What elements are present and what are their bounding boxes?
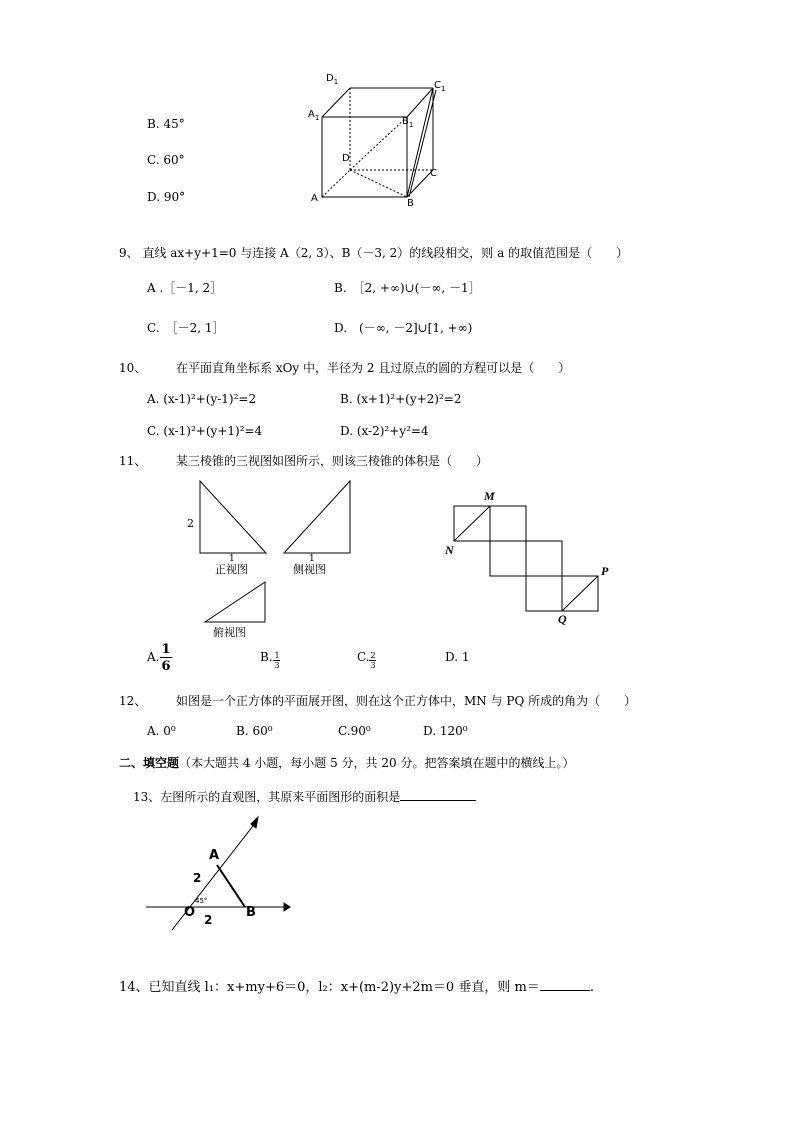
q11-option-c-denominator: 3 [370, 661, 376, 670]
q11-option-c-numerator: 2 [370, 651, 376, 660]
q10-option-b: B. (x+1)²+(y+2)²=2 [340, 392, 462, 406]
q10-option-a: A. (x-1)²+(y-1)²=2 [147, 392, 257, 406]
net-label-m: M [484, 489, 495, 503]
label-a: A [311, 193, 318, 204]
q8-option-b: B. 45° [147, 117, 185, 131]
oblique-label-oa-length: 2 [193, 871, 202, 885]
q11-option-b-denominator: 3 [274, 661, 280, 670]
q12-number: 12、 [119, 694, 147, 708]
q14-stem-text: 14、已知直线 l₁：x+my+6＝0，l₂：x+(m-2)y+2m＝0 垂直，则 m＝ [119, 980, 540, 995]
net-label-n: N [445, 543, 454, 557]
oblique-label-angle: 45° [195, 897, 208, 905]
top-view-label: 俯视图 [213, 626, 246, 639]
oblique-label-a: A [209, 848, 220, 863]
label-d1: $D_1$ [326, 73, 339, 86]
label-c: C [430, 168, 437, 179]
q11-option-a-denominator: 6 [161, 659, 171, 674]
oblique-label-ob-length: 2 [204, 913, 213, 927]
net-label-p: P [601, 564, 609, 578]
q11-option-b-numerator: 1 [274, 651, 280, 660]
label-a1: $A_1$ [308, 109, 320, 122]
q13-stem-text: 13、左图所示的直观图，其原来平面图形的面积是 [133, 790, 401, 804]
front-view-label: 正视图 [215, 563, 248, 576]
section-2-title: 二、填空题 [119, 756, 180, 770]
q11-option-a-prefix: A. [147, 650, 160, 664]
label-b1: $B_1$ [402, 116, 414, 129]
q8-option-d: D. 90° [147, 190, 186, 204]
q10-option-d: D. (x-2)²+y²=4 [340, 424, 429, 438]
label-d: D [342, 153, 350, 164]
q14-answer-blank[interactable] [540, 990, 590, 991]
q12-option-a: A. 0⁰ [147, 724, 176, 738]
net-label-q: Q [558, 612, 567, 626]
q11-stem: 某三棱锥的三视图如图所示，则该三棱锥的体积是（ ） [176, 454, 489, 468]
q12-option-b: B. 60⁰ [236, 724, 273, 738]
q11-option-d: D. 1 [445, 650, 470, 664]
q14-stem [119, 981, 594, 995]
q11-option-b-prefix: B. [260, 650, 273, 664]
q9-stem: 9、 直线 ax+y+1=0 与连接 A（2, 3）、B（－3, 2）的线段相交，则 a 的取值范围是（ ） [119, 246, 629, 260]
q11-option-a-numerator: 1 [161, 642, 171, 657]
label-b: B [407, 198, 414, 209]
side-view-label: 侧视图 [293, 563, 326, 576]
oblique-label-o: O [184, 905, 196, 920]
q12-stem: 如图是一个正方体的平面展开图，则在这个正方体中，MN 与 PQ 所成的角为（ ） [176, 694, 637, 708]
section-2-description: （本大题共 4 小题，每小题 5 分，共 20 分。把答案填在题中的横线上。） [179, 756, 575, 770]
q14-stem-end: . [589, 980, 594, 995]
q12-option-c: C.90⁰ [338, 724, 371, 738]
q10-option-c: C. (x-1)²+(y+1)²=4 [147, 424, 263, 438]
q9-option-b: B. ［2, +∞)∪(－∞, －1］ [334, 281, 481, 295]
label-c1: $C_1$ [434, 80, 446, 93]
q11-option-c-prefix: C. [357, 650, 370, 664]
front-view-width: 1 [229, 554, 235, 564]
q9-option-a: A .［－1, 2］ [147, 281, 223, 295]
oblique-label-b: B [246, 905, 256, 920]
front-view-height: 2 [187, 517, 194, 530]
q12-option-d: D. 120⁰ [423, 724, 468, 738]
q9-option-d: D. (－∞, －2]∪[1, +∞) [334, 321, 473, 335]
side-view-width: 1 [309, 554, 315, 564]
q8-option-c: C. 60° [147, 153, 185, 167]
q11-number: 11、 [119, 454, 147, 468]
q9-option-c: C. ［－2, 1］ [147, 321, 225, 335]
q10-number: 10、 [119, 361, 147, 375]
q10-stem: 在平面直角坐标系 xOy 中，半径为 2 且过原点的圆的方程可以是（ ） [176, 361, 571, 375]
